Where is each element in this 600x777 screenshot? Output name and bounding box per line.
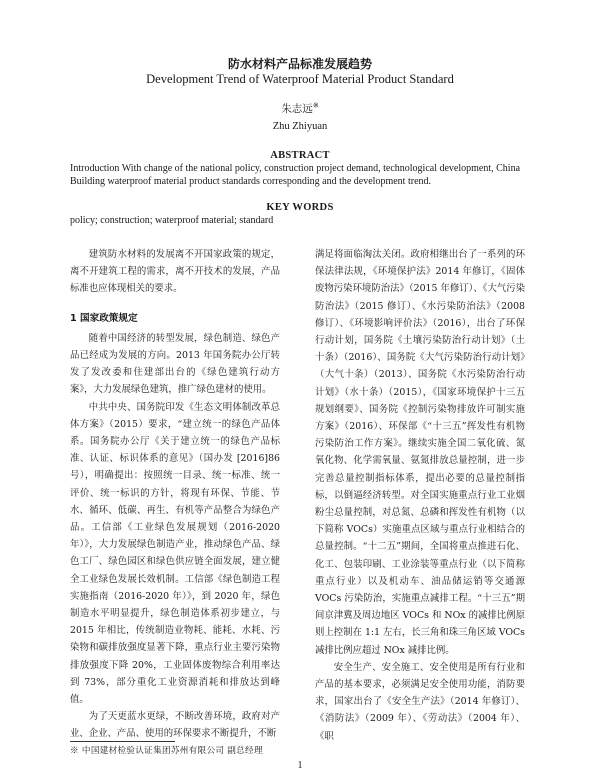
- body-paragraph-4: 安全生产、安全施工、安全使用是所有行业和产品的基本要求，必须满足安全使用功能，消防要求，国家出台了《安全生产法》（2014 年修订）、《消防法》（2009 年）、《劳动法》（2004 年）、《职: [315, 661, 525, 742]
- intro-paragraph: 建筑防水材料的发展离不开国家政策的规定，离不开建筑工程的需求，离不开技术的发展，产品标准也应体现相关的要求。: [70, 249, 280, 295]
- footnote-divider: [70, 741, 175, 742]
- paper-title-en: Development Trend of Waterproof Material Product Standard: [146, 72, 454, 86]
- body-paragraph-2: 中共中央、国务院印发《生态文明体制改革总体方案》（2015）要求，“建立统一的绿色产品体系。国务院办公厅《关于建立统一的绿色产品标准、认证、标识体系的意见》（国办发 [2016]86 号），明确提出：按照统一目录、统一标准、统一评价、统一标识的方针，将现有环保、节能、节水、循环、低碳、再生、有机等产品整合为绿色产品。工信部《工业绿色发展规划（2016-2020 年）》，大力发展绿色制造产业，推动绿色产品、绿色工厂、绿色园区和绿色供应链全面发展，建立健全工业绿色发展长效机制。工信部《绿色制造工程实施指南（2016-2020 年）》，到 2020 年，绿色制造水平明显提升，绿色制造体系初步建立，与 2015 年相比，传统制造业物耗、能耗、水耗、污染物和碳排放强度显著下降，重点行业主要污染物排放强度下降 20%，工业固体废物综合利用率达到 73%，部分重化工业资源消耗和排放达到峰值。: [70, 401, 280, 706]
- author-name-cn-text: 朱志远: [281, 103, 313, 115]
- abstract-text: Introduction With change of the national policy, construction project demand, technological development, China Building waterproof material product standards corresponding and the development trend.: [70, 163, 521, 187]
- author-footnote-mark: ※: [312, 101, 319, 110]
- author-affiliation-footnote: ※ 中国建材检验认证集团苏州有限公司 副总经理: [70, 746, 263, 756]
- abstract-heading: ABSTRACT: [270, 150, 330, 161]
- body-paragraph-1: 随着中国经济的转型发展，绿色制造、绿色产品已经成为发展的方向。2013 年国务院办公厅转发了发改委和住建部出台的《绿色建筑行动方案》，大力发展绿色建筑，推广绿色建材的使用。: [70, 332, 280, 396]
- body-column-left: [70, 246, 280, 743]
- paper-title-cn: 防水材料产品标准发展趋势: [227, 57, 372, 71]
- keywords-heading: KEY WORDS: [266, 202, 334, 213]
- body-column-right: [315, 246, 525, 745]
- body-paragraph-3-start: 为了天更蓝水更绿，不断改善环境，政府对产业、企业、产品、使用的环保要求不断提升，不断: [70, 711, 280, 740]
- page-number: 1: [297, 760, 303, 771]
- author-name-cn: [0, 101, 600, 116]
- author-name-en: Zhu Zhiyuan: [272, 121, 328, 132]
- section-heading-1: 1 国家政策规定: [70, 312, 138, 324]
- keywords-text: policy; construction; waterproof material; standard: [70, 215, 274, 226]
- body-paragraph-3-cont: 满足将面临淘汰关闭。政府相继出台了一系列的环保法律法规，《环境保护法》2014 年修订，《固体废物污染环境防治法》（2015 年修订）、《大气污染防治法》（2015 修订）、《水污染防治法》（2008 修订）、《环境影响评价法》（2016），出台了环保行动计划，国务院《土壤污染防治行动计划》（土十条）（2016）、国务院《大气污染防治行动计划》（大气十条）（2013）、国务院《水污染防治行动计划》（水十条）（2015），《国家环境保护十三五规划纲要》、国务院《控制污染物排放许可制实施方案》（2016）、环保部《“十三五”挥发性有机物污染防治工作方案》。继续实施全国二氧化硫、氮氧化物、化学需氧量、氨氮排放总量控制，进一步完善总量控制指标体系，提出必要的总量控制指标，以倒逼经济转型。对全国实施重点行业工业烟粉尘总量控制，对总氮、总磷和挥发性有机物（以下简称 VOCs）实施重点区域与重点行业相结合的总量控制。“十二五”期间，全国将重点推进石化、化工、包装印刷、工业涂装等重点行业（以下简称重点行业）以及机动车、油品储运销等交通源 VOCs 污染防治，实施重点减排工程。“十三五”期间京津冀及周边地区 VOCs 和 NOx 的减排比例原则上控制在 1:1 左右，长三角和珠三角区域 VOCs 减排比例应超过 NOx 减排比例。: [315, 249, 525, 656]
